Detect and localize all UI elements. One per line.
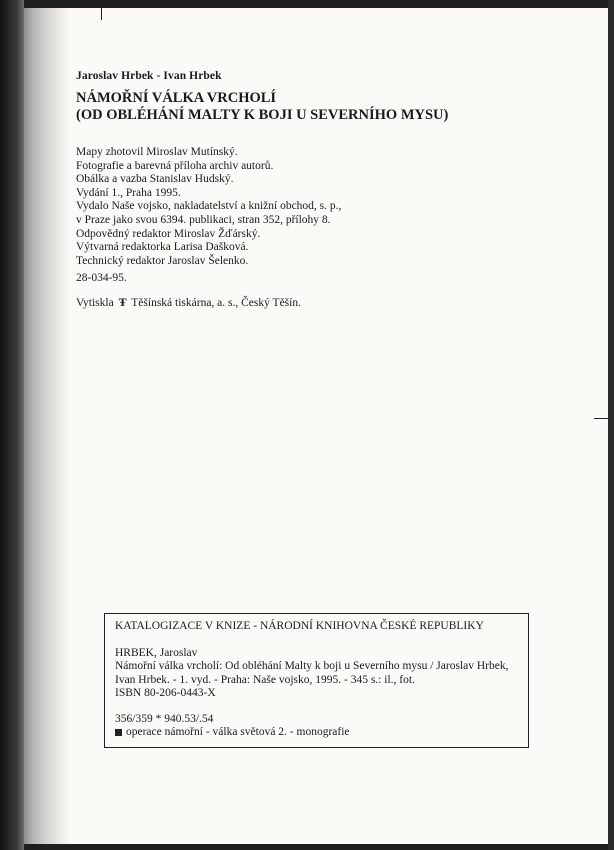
credit-line: Technický redaktor Jaroslav Šelenko. <box>76 254 249 267</box>
printer-line <box>76 295 301 310</box>
printer-logo-icon: Ŧ <box>118 295 127 309</box>
book-cover-right-edge <box>608 0 614 850</box>
authors: Jaroslav Hrbek - Ivan Hrbek <box>76 70 222 82</box>
square-bullet-icon <box>115 729 122 736</box>
catalog-classification-block <box>115 713 518 740</box>
credit-line: Odpovědný redaktor Miroslav Žďárský. <box>76 227 261 240</box>
credit-line: Mapy zhotovil Miroslav Mutínský. <box>76 146 238 158</box>
credit-line: v Praze jako svou 6394. publikaci, stran 352, přílohy 8. <box>76 213 331 226</box>
catalog-record-line: ISBN 80-206-0443-X <box>115 687 216 700</box>
credit-line: Obálka a vazba Stanislav Hudský. <box>76 173 234 186</box>
catalog-record-line: Ivan Hrbek. - 1. vyd. - Praha: Naše vojsko, 1995. - 345 s.: il., fot. <box>115 673 415 686</box>
book-cover-left-edge <box>0 0 24 850</box>
credit-line: Fotografie a barevná příloha archiv autorů. <box>76 159 274 172</box>
title-line: (OD OBLÉHÁNÍ MALTY K BOJI U SEVERNÍHO MYSU) <box>76 107 449 123</box>
book-cover-bottom-edge <box>24 844 614 850</box>
catalog-header: KATALOGIZACE V KNIZE - NÁRODNÍ KNIHOVNA ČESKÉ REPUBLIKY <box>115 620 484 632</box>
catalog-subject: operace námořní - válka světová 2. - monografie <box>126 726 350 739</box>
book-title <box>76 90 448 124</box>
book-cover-top-edge <box>24 0 614 8</box>
credit-line: Vydalo Naše vojsko, nakladatelství a knižní obchod, s. p., <box>76 200 342 213</box>
page-gutter-shadow <box>24 8 72 844</box>
printer-name: Těšínská tiskárna, a. s., Český Těšín. <box>131 297 301 309</box>
credits-block <box>76 146 341 268</box>
book-page <box>24 8 608 844</box>
crop-mark <box>101 0 102 20</box>
catalog-classification: 356/359 * 940.53/.54 <box>115 712 214 725</box>
credit-line: Výtvarná redaktorka Larisa Dašková. <box>76 241 249 254</box>
credit-line: Vydání 1., Praha 1995. <box>76 186 181 199</box>
title-line: NÁMOŘNÍ VÁLKA VRCHOLÍ <box>76 90 277 106</box>
catalog-record <box>115 647 518 701</box>
catalog-subject-line <box>115 726 518 739</box>
printer-prefix: Vytiskla <box>76 297 114 309</box>
catalog-box <box>104 613 529 748</box>
crop-mark <box>594 418 608 419</box>
catalog-record-line: HRBEK, Jaroslav <box>115 647 198 659</box>
publication-code: 28-034-95. <box>76 272 127 284</box>
catalog-record-line: Námořní válka vrcholí: Od obléhání Malty k boji u Severního mysu / Jaroslav Hrbek, <box>115 660 509 673</box>
